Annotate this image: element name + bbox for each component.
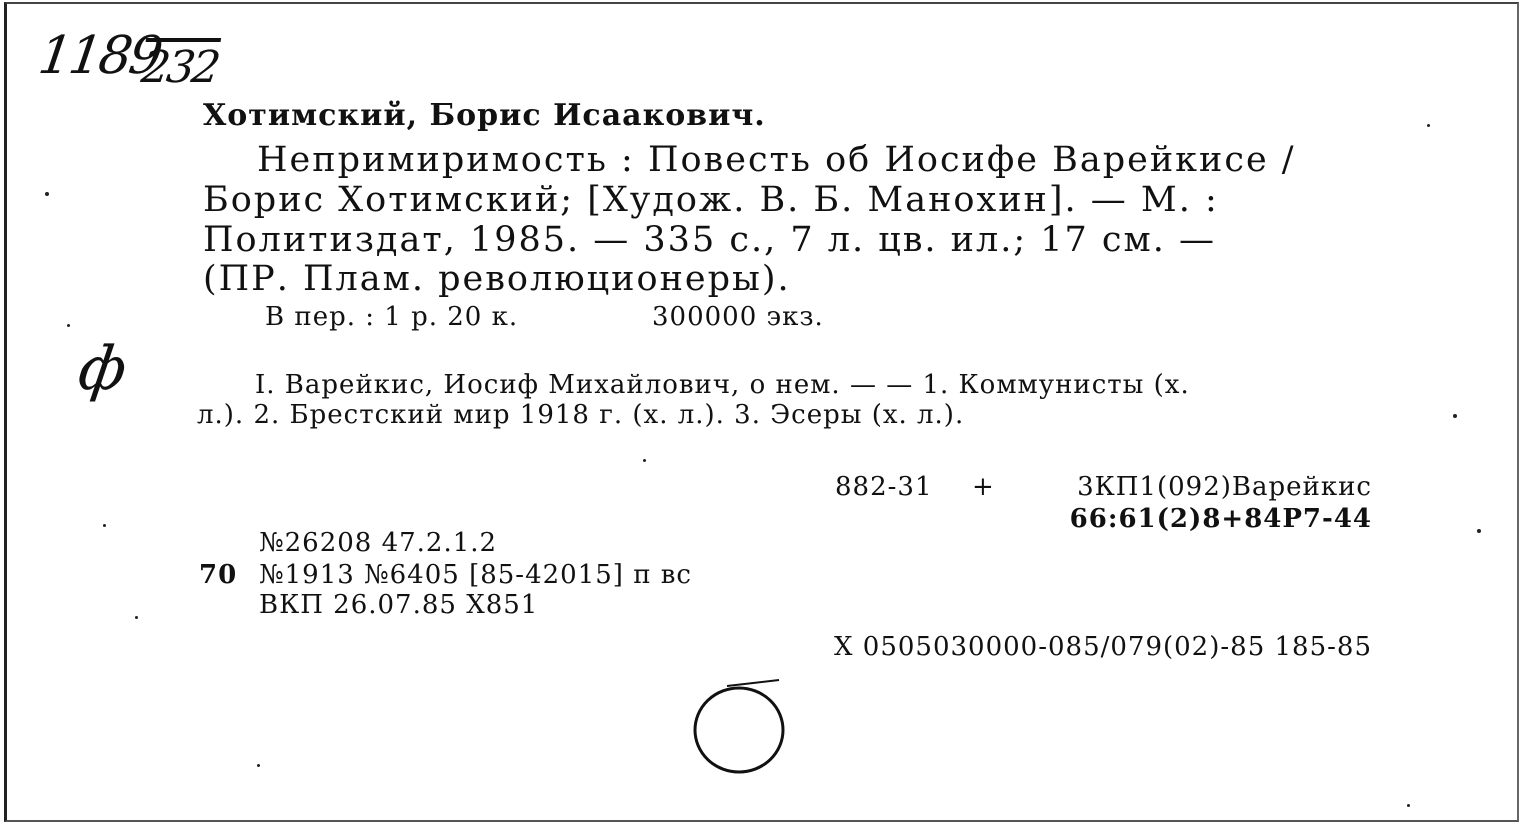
handwritten-number-right: 232	[138, 42, 221, 93]
record-number: №26208 47.2.1.2	[259, 528, 498, 558]
class-plus: +	[972, 472, 995, 502]
scan-speck	[643, 459, 646, 462]
title-line-1: Непримиримость : Повесть об Иосифе Варейкисе /	[257, 140, 1296, 180]
print-run: 300000 экз.	[652, 302, 824, 332]
class-code-1: 882-31	[835, 472, 933, 502]
catalog-card	[4, 2, 1519, 822]
price-line: В пер. : 1 р. 20 к.	[265, 302, 519, 332]
record-line-2: №1913 №6405 [85-42015] п вс	[259, 560, 692, 590]
circle-mark-icon	[687, 672, 797, 782]
scan-speck	[67, 324, 70, 327]
scan-speck	[45, 192, 49, 196]
record-prefix: 70	[199, 560, 238, 590]
handwritten-number-left: 1189	[34, 26, 164, 86]
scan-speck	[257, 764, 260, 767]
title-line-3: Политиздат, 1985. — 335 с., 7 л. цв. ил.; 17 см. —	[203, 220, 1217, 260]
title-line-4: (ПР. Плам. революционеры).	[203, 259, 791, 299]
scan-speck	[1477, 529, 1481, 533]
class-code-2: 3КП1(092)Варейкис	[1077, 472, 1372, 502]
scan-speck	[103, 524, 106, 527]
scan-speck	[135, 616, 138, 619]
handwritten-mark: ф	[74, 334, 128, 404]
subjects-line-2: л.). 2. Брестский мир 1918 г. (х. л.). 3. Эсеры (х. л.).	[197, 400, 965, 430]
isbn-line: X 0505030000-085/079(02)-85 185-85	[834, 632, 1372, 662]
author-heading: Хотимский, Борис Исаакович.	[203, 98, 766, 133]
record-line-3: ВКП 26.07.85 Х851	[259, 590, 539, 620]
title-line-2: Борис Хотимский; [Худож. В. Б. Манохин]. — М. :	[203, 180, 1219, 220]
class-code-3: 66:61(2)8+84Р7-44	[1069, 504, 1372, 534]
scan-speck	[1453, 414, 1457, 418]
subjects-line-1: I. Варейкис, Иосиф Михайлович, о нем. — — 1. Коммунисты (х.	[255, 370, 1190, 400]
scan-speck	[1407, 804, 1410, 807]
scan-speck	[1427, 124, 1430, 127]
